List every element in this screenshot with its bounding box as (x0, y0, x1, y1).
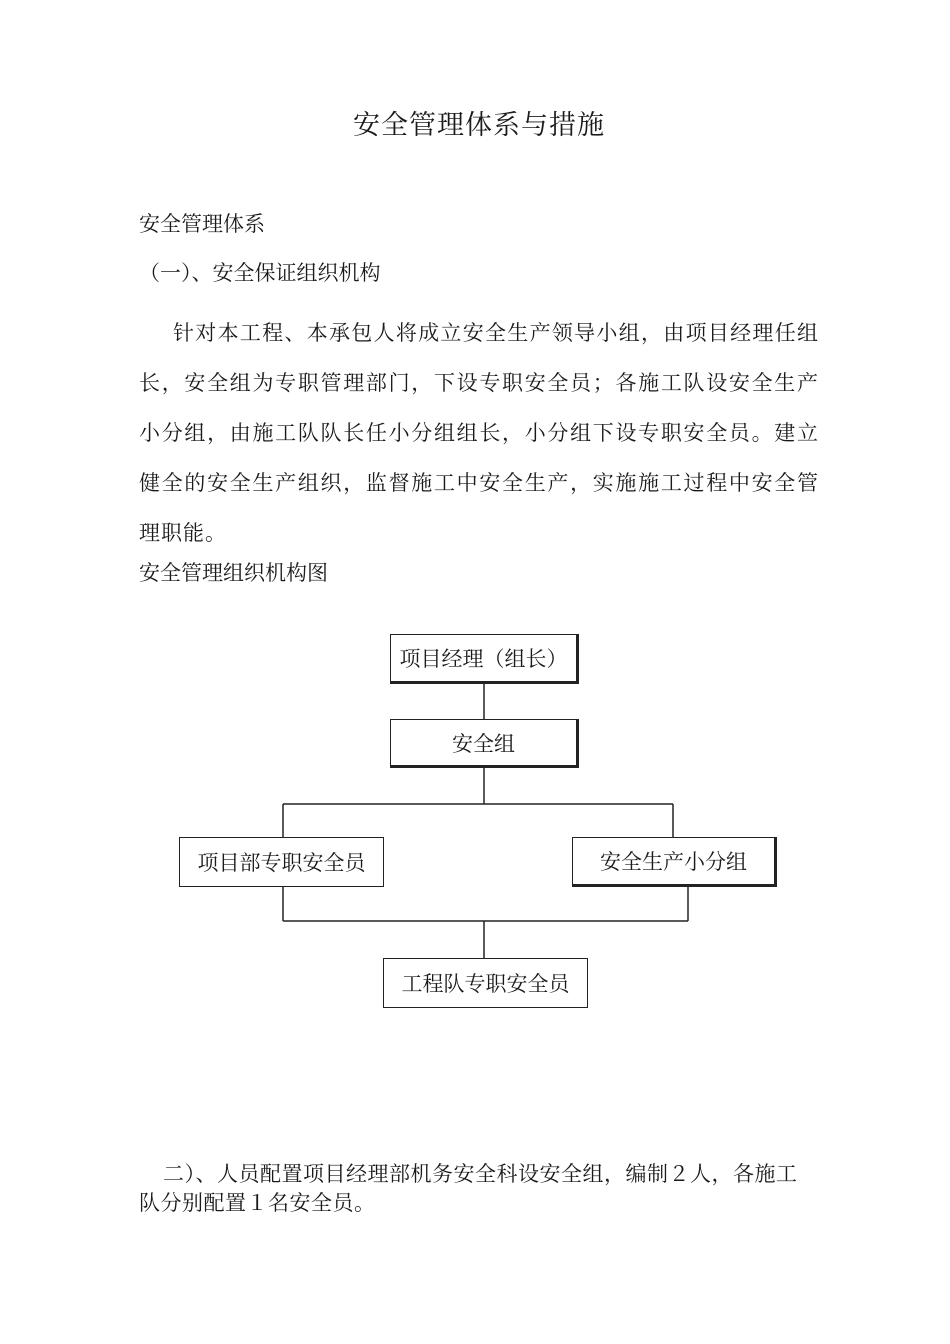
org-box-dept-safety-officer (179, 837, 384, 887)
org-box-project-manager-label: 项目经理（组长） (399, 647, 568, 671)
org-box-safety-group (390, 719, 579, 768)
section-heading: 安全管理体系 (139, 212, 265, 236)
org-box-dept-safety-officer-label: 项目部专职安全员 (197, 851, 366, 875)
org-box-safety-group-label: 安全组 (452, 731, 515, 756)
document-title: 安全管理体系与措施 (353, 110, 605, 141)
org-box-team-safety-officer (383, 958, 588, 1008)
paragraph-organization: 针对本工程、本承包人将成立安全生产领导小组，由项目经理任组长，安全组为专职管理部门，下设专职安全员；各施工队设安全生产小分组，由施工队队长任小分组组长，小分组下设专职安全员。建立健全的安全生产组织，监督施工中安全生产，实施施工过程中安全管理职能。 (139, 321, 819, 545)
paragraph-staffing: 二）、人员配置项目经理部机务安全科设安全组，编制２人，各施工队分别配置１名安全员。 (139, 1162, 798, 1215)
org-box-safety-subgroup (572, 837, 777, 887)
chart-caption: 安全管理组织机构图 (139, 561, 328, 585)
org-box-project-manager (390, 634, 579, 684)
subsection-heading-1: （一）、安全保证组织机构 (139, 261, 381, 285)
org-box-team-safety-officer-label: 工程队专职安全员 (401, 972, 570, 996)
org-box-safety-subgroup-label: 安全生产小分组 (600, 850, 747, 874)
